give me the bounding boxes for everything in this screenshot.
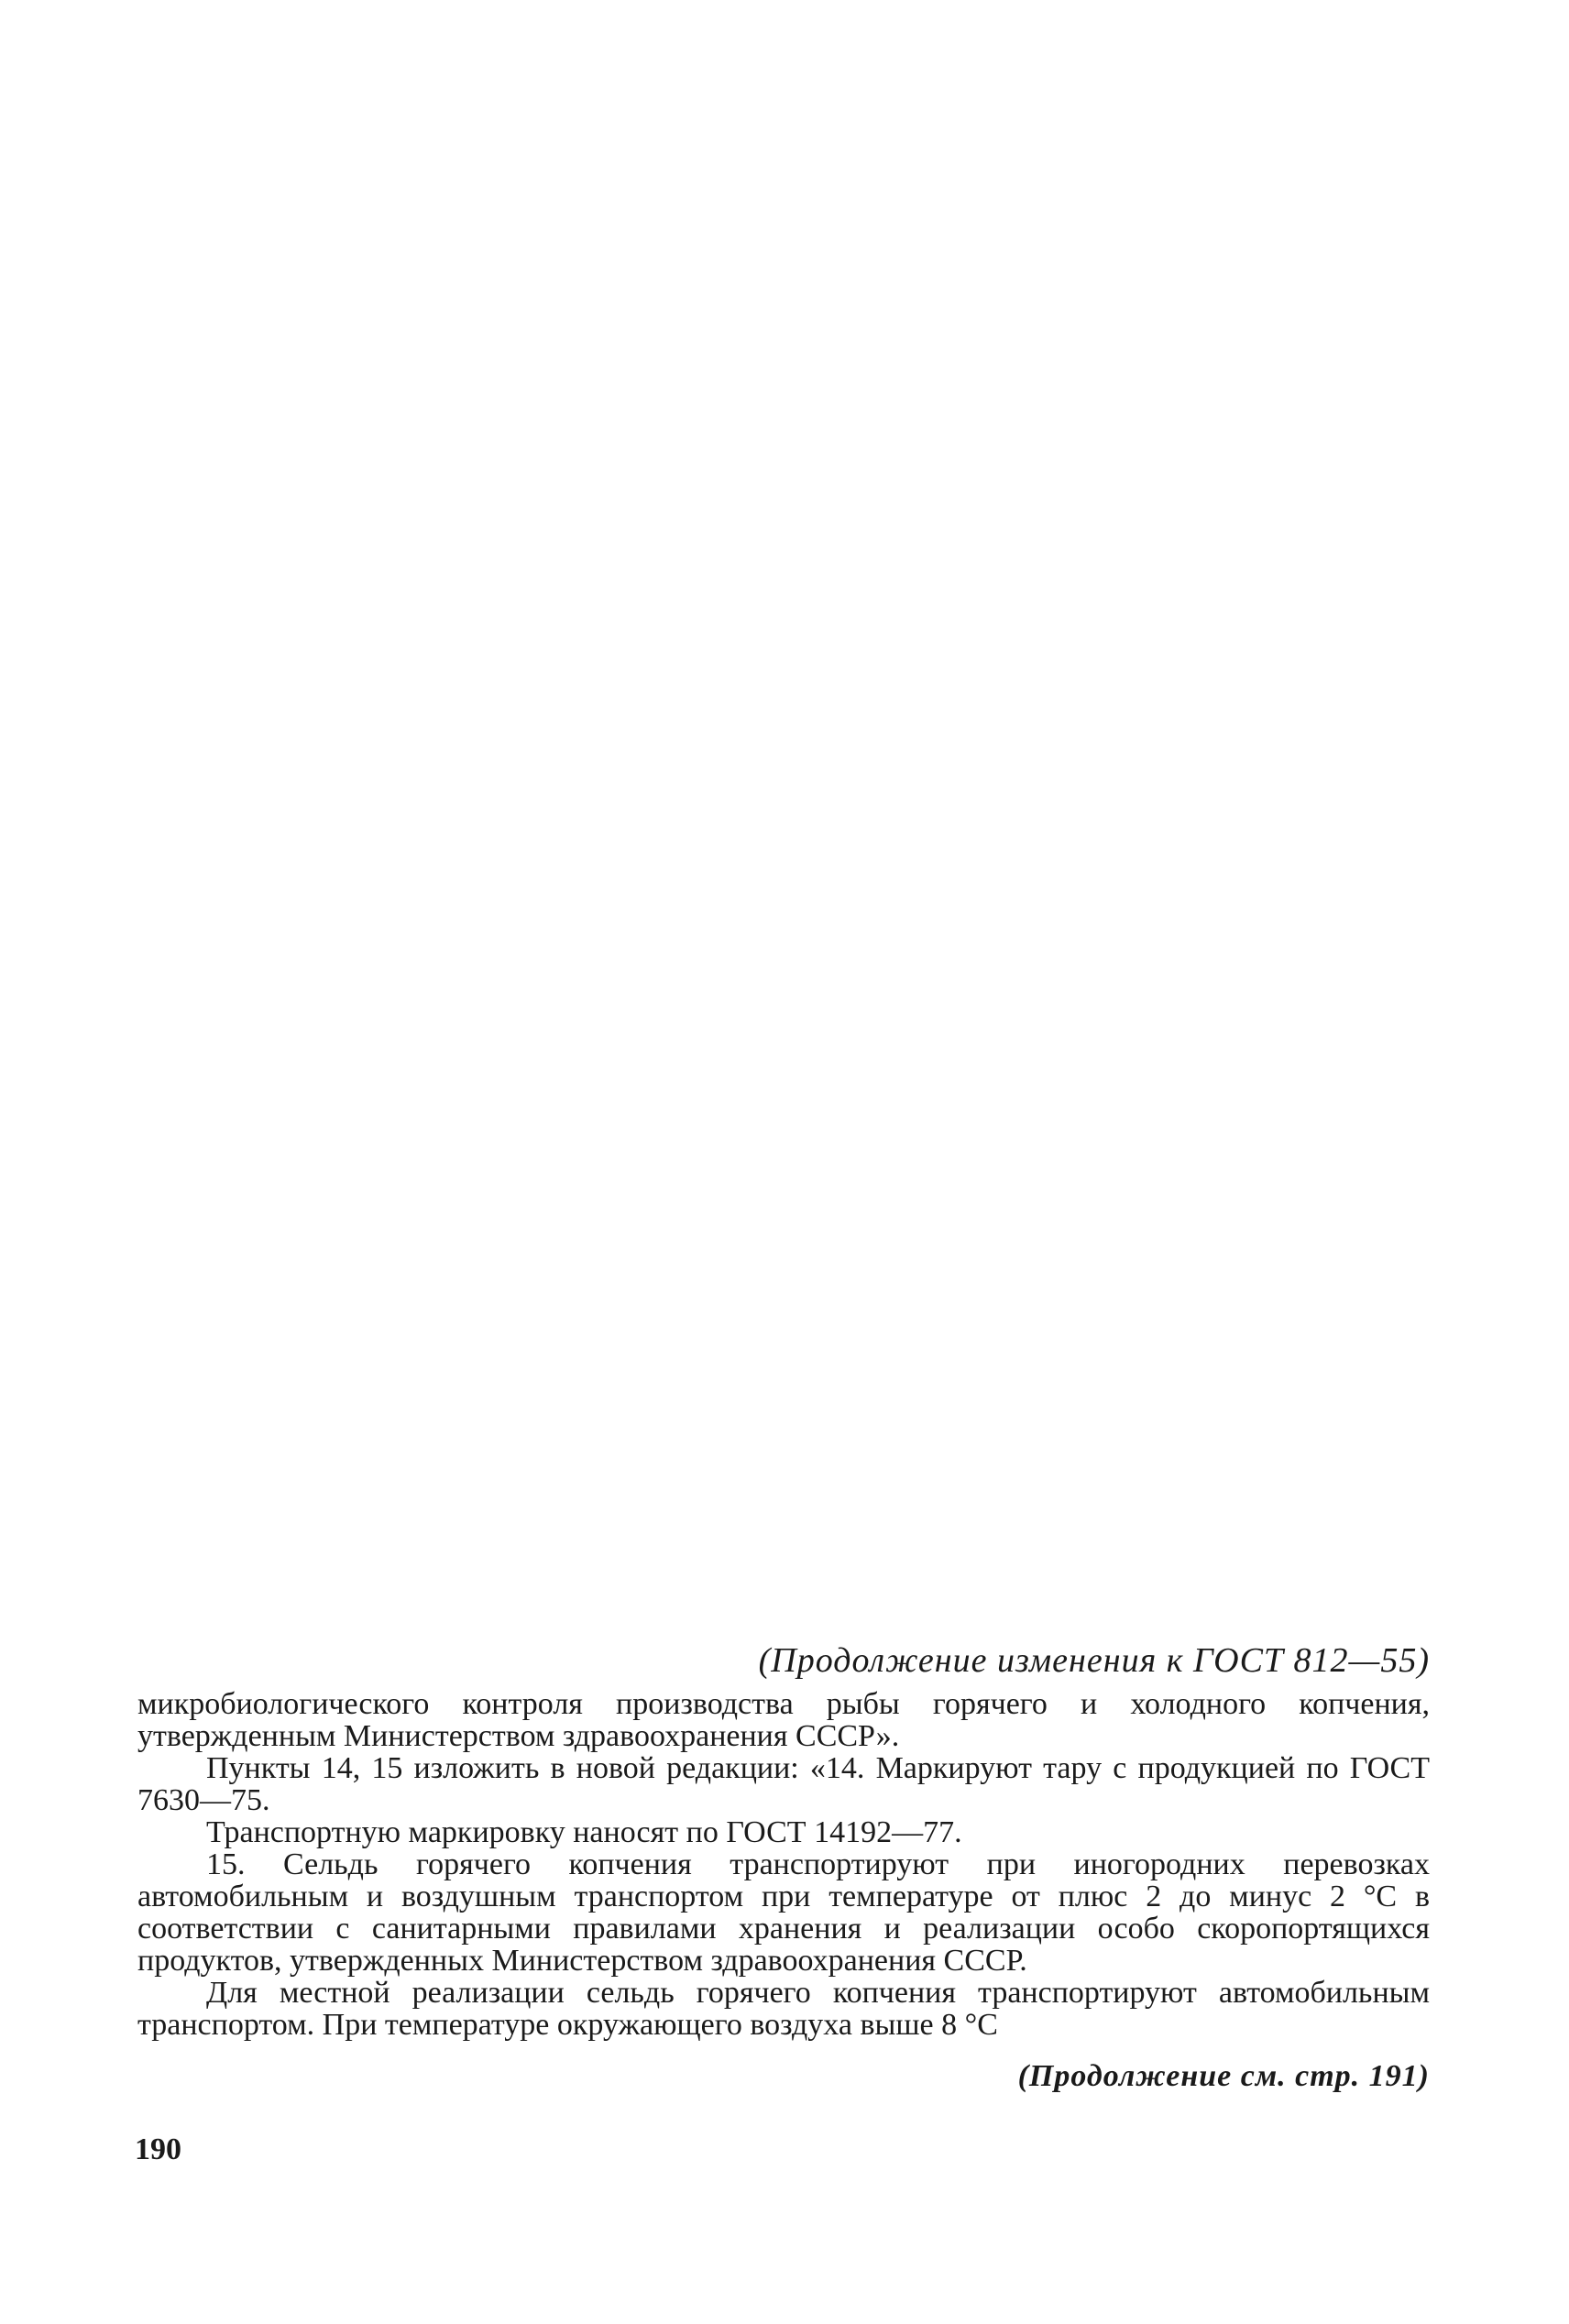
paragraph-1: микробиологического контроля производства рыбы горячего и холодного копчения, утвержденным Министерством здравоохранения СССР».: [137, 1687, 1430, 1753]
continuation-footer: (Продолжение см. стр. 191): [1017, 2059, 1430, 2093]
page-number: 190: [135, 2132, 181, 2166]
paragraph-4: 15. Сельдь горячего копчения транспортируют при иногородних перевозках автомобильным и воздушным транспортом при температуре от плюс 2 до минус 2 °С в соответствии с санитарными правилами хранения и реализации особо скоропортящихся продуктов, утвержденных Министерством здравоохранения СССР.: [137, 1847, 1430, 1978]
paragraph-3: Транспортную маркировку наносят по ГОСТ 14192—77.: [206, 1815, 962, 1849]
paragraph-2: Пункты 14, 15 изложить в новой редакции: «14. Маркируют тару с продукцией по ГОСТ 7630—75.: [137, 1751, 1430, 1817]
paragraph-5: Для местной реализации сельдь горячего копчения транспортируют автомобильным транспортом. При температуре окружающего воздуха выше 8 °С: [137, 1976, 1430, 2042]
text-block: [137, 1640, 1430, 2096]
continuation-header: (Продолжение изменения к ГОСТ 812—55): [758, 1641, 1430, 1680]
